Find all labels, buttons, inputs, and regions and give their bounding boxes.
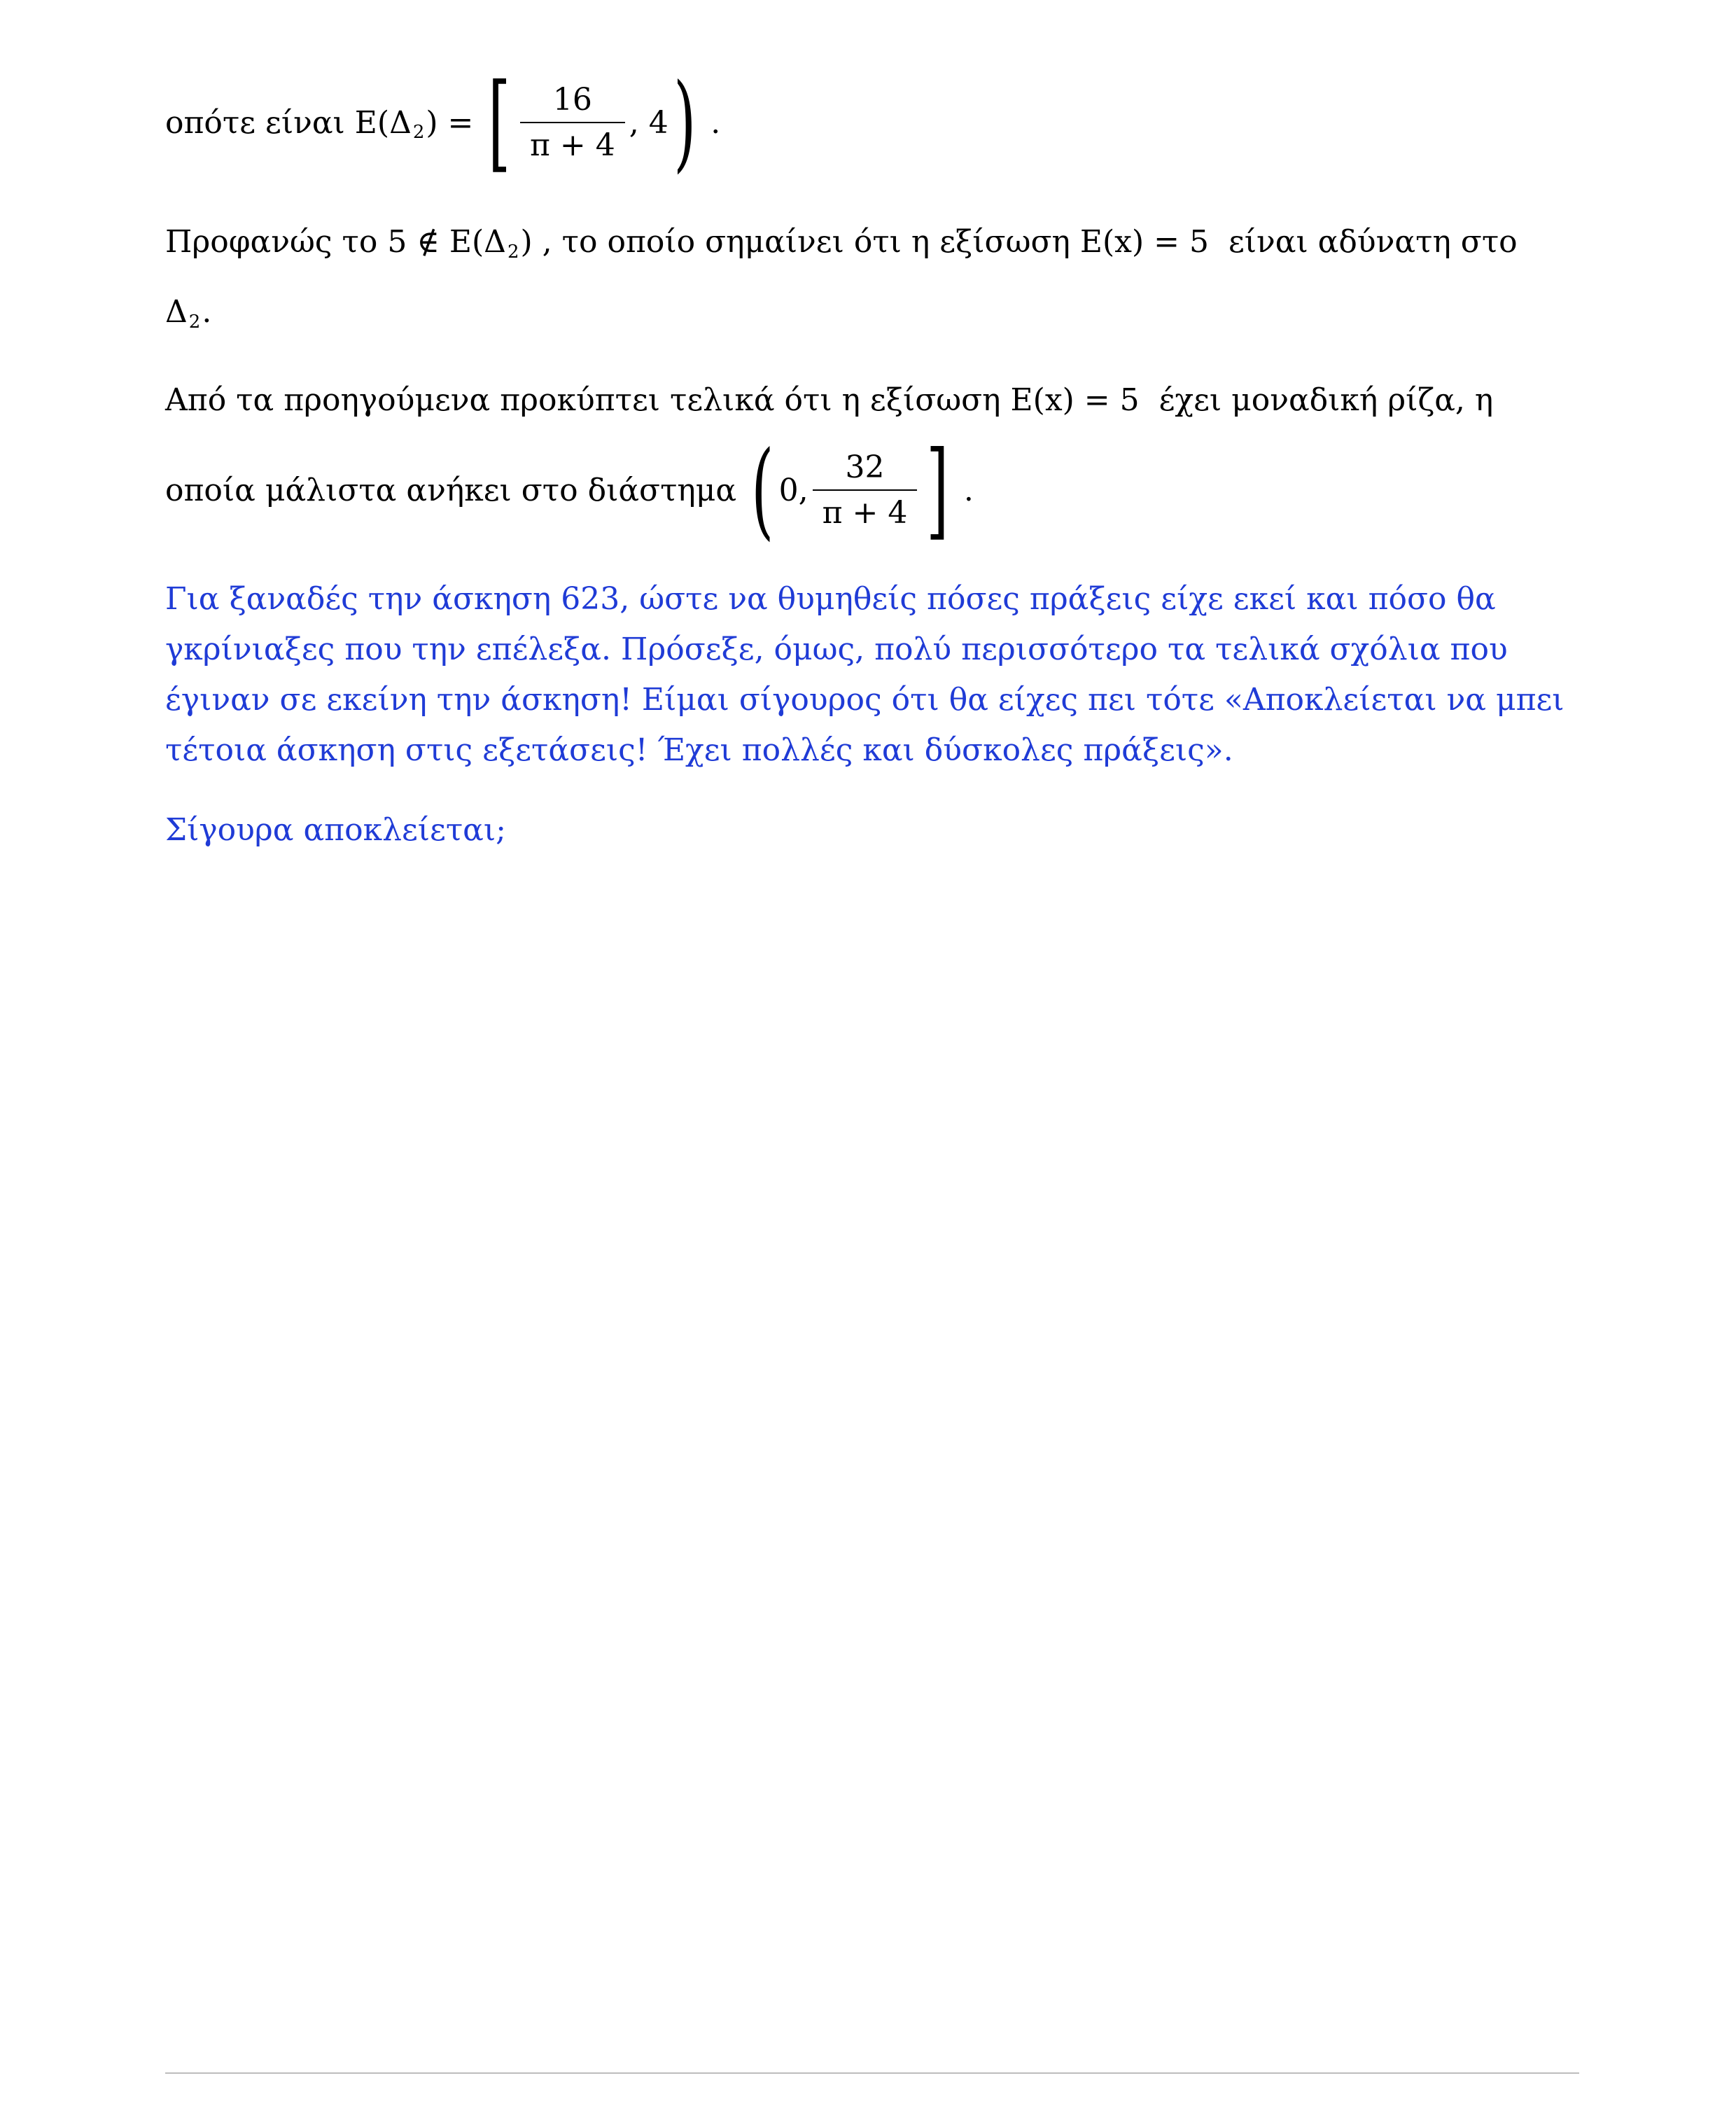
period: . [202,294,212,330]
fraction-denominator: π + 4 [813,489,918,531]
line-obviously [165,224,1518,263]
subscript: 2 [412,122,425,143]
fraction [520,82,625,163]
open-bracket: [ [488,62,511,183]
equation: E(x) = 5 [1010,382,1140,418]
text-impossible: είναι αδύνατη στο [1228,224,1518,260]
line-conclusion [165,382,1493,418]
intro-text: οπότε είναι [165,104,345,141]
fraction [813,449,918,531]
line-range-e-delta2 [165,62,721,183]
open-paren: ( [751,429,774,551]
not-in-expr: 5 ∉ E(Δ [387,224,506,260]
period: . [963,472,974,508]
text-conclusion: Από τα προηγούμενα προκύπτει τελικά ότι η εξίσωση [165,382,1001,418]
text-interval: οποία μάλιστα ανήκει στο διάστημα [165,472,737,508]
text-meaning: , το οποίο σημαίνει ότι η εξίσωση [542,224,1070,260]
fraction-denominator: π + 4 [520,122,625,163]
equation: E(x) = 5 [1079,224,1209,260]
upper-bound: 4 [648,104,668,141]
subscript: 2 [188,311,201,333]
fraction-numerator: 16 [552,82,592,118]
line-interval [165,429,974,551]
comment-paragraph: Για ξαναδές την άσκηση 623, ώστε να θυμηθείς πόσες πράξεις είχε εκεί και πόσο θα γκρίνιαξες που την επέλεξα. Πρόσεξε, όμως, πολύ περισσότερο τα τελικά σχόλια που έγιναν σε εκείνη την άσκηση! Είμαι σίγουρος ότι θα είχες πει τότε «Αποκλείεται να μπει τέτοια άσκηση στις εξετάσεις! Έχει πολλές και δύσκολες πράξεις». [165,581,1564,768]
delta-symbol: Δ [165,294,188,330]
comment-question: Σίγουρα αποκλείεται; [165,812,506,848]
text-unique-root: έχει μοναδική ρίζα, η [1158,382,1494,418]
close-paren: ) [520,224,533,260]
equals-text: ) = [426,104,474,141]
subscript: 2 [507,241,519,263]
close-bracket: ] [926,429,949,551]
separator: , [629,104,639,141]
line-delta2 [165,294,212,333]
text-obviously: Προφανώς το [165,224,378,260]
e-delta-expr: E(Δ [354,104,412,141]
close-bracket: ) [673,62,696,183]
fraction-numerator: 32 [845,449,885,485]
lower-bound: 0, [778,472,808,508]
footer-divider [165,2072,1579,2074]
period: . [710,104,721,141]
